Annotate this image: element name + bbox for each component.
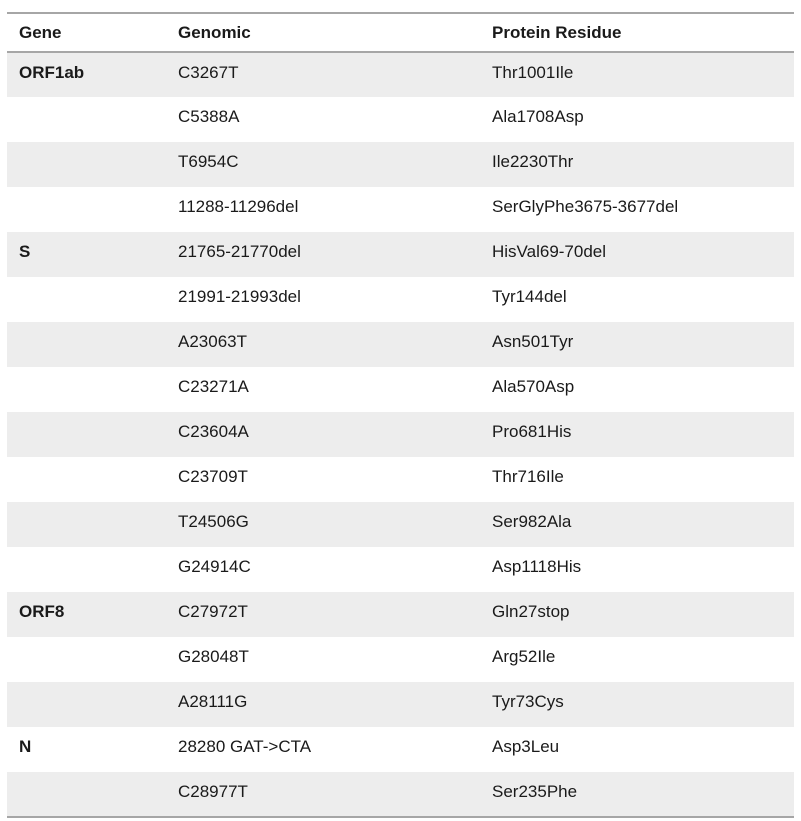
genomic-cell: C23709T — [178, 467, 248, 486]
protein-residue-cell: Pro681His — [492, 422, 572, 441]
gene-cell — [7, 772, 166, 817]
genomic-cell: C5388A — [178, 107, 240, 126]
table-body — [7, 52, 794, 817]
gene-cell: ORF8 — [19, 602, 65, 621]
table-row — [7, 322, 794, 367]
genomic-cell: 21991-21993del — [178, 287, 301, 306]
protein-residue-cell: Tyr144del — [492, 287, 567, 306]
gene-cell — [7, 277, 166, 322]
genomic-cell: A23063T — [178, 332, 247, 351]
genomic-cell: T6954C — [178, 152, 239, 171]
genomic-cell: 21765-21770del — [178, 242, 301, 261]
gene-cell — [7, 97, 166, 142]
gene-cell: ORF1ab — [19, 63, 85, 82]
header-protein-residue: Protein Residue — [492, 22, 622, 42]
genomic-cell: G24914C — [178, 557, 251, 576]
table-row — [7, 682, 794, 727]
protein-residue-cell: HisVal69-70del — [492, 242, 607, 261]
gene-cell — [7, 142, 166, 187]
table-row — [7, 367, 794, 412]
protein-residue-cell: Thr1001Ile — [492, 63, 574, 82]
protein-residue-cell: Asn501Tyr — [492, 332, 574, 351]
gene-cell — [7, 637, 166, 682]
table-row — [7, 637, 794, 682]
genomic-cell: C23604A — [178, 422, 249, 441]
table-row — [7, 142, 794, 187]
gene-cell — [7, 412, 166, 457]
protein-residue-cell: SerGlyPhe3675-3677del — [492, 197, 679, 216]
genomic-cell: C3267T — [178, 63, 239, 82]
header-row — [7, 13, 794, 52]
gene-cell: N — [19, 737, 32, 756]
genomic-cell: 11288-11296del — [178, 197, 299, 216]
table-row — [7, 52, 794, 97]
gene-cell — [7, 187, 166, 232]
table-row — [7, 187, 794, 232]
header-genomic: Genomic — [178, 22, 251, 42]
protein-residue-cell: Arg52Ile — [492, 647, 556, 666]
gene-cell — [7, 682, 166, 727]
gene-cell: S — [19, 242, 31, 261]
genomic-cell: G28048T — [178, 647, 249, 666]
protein-residue-cell: Asp1118His — [492, 557, 582, 576]
table-row — [7, 97, 794, 142]
genomic-cell: C23271A — [178, 377, 249, 396]
protein-residue-cell: Asp3Leu — [492, 737, 560, 756]
table-row — [7, 547, 794, 592]
table-row — [7, 232, 794, 277]
protein-residue-cell: Ala570Asp — [492, 377, 575, 396]
protein-residue-cell: Ile2230Thr — [492, 152, 574, 171]
gene-cell — [7, 322, 166, 367]
protein-residue-cell: Tyr73Cys — [492, 692, 564, 711]
mutation-table — [7, 12, 794, 818]
gene-cell — [7, 547, 166, 592]
table-row — [7, 412, 794, 457]
table-row — [7, 727, 794, 772]
protein-residue-cell: Ser982Ala — [492, 512, 572, 531]
protein-residue-cell: Ser235Phe — [492, 782, 578, 801]
protein-residue-cell: Ala1708Asp — [492, 107, 584, 126]
genomic-cell: C28977T — [178, 782, 248, 801]
genomic-cell: C27972T — [178, 602, 248, 621]
table-row — [7, 277, 794, 322]
protein-residue-cell: Thr716Ile — [492, 467, 564, 486]
genomic-cell: T24506G — [178, 512, 249, 531]
header-gene: Gene — [19, 22, 62, 42]
table-row — [7, 457, 794, 502]
table-row — [7, 592, 794, 637]
mutation-table-container — [7, 12, 794, 818]
gene-cell — [7, 457, 166, 502]
table-row — [7, 502, 794, 547]
gene-cell — [7, 367, 166, 412]
genomic-cell: A28111G — [178, 692, 248, 711]
table-header — [7, 13, 794, 52]
genomic-cell: 28280 GAT->CTA — [178, 737, 312, 756]
protein-residue-cell: Gln27stop — [492, 602, 570, 621]
gene-cell — [7, 502, 166, 547]
table-row — [7, 772, 794, 817]
